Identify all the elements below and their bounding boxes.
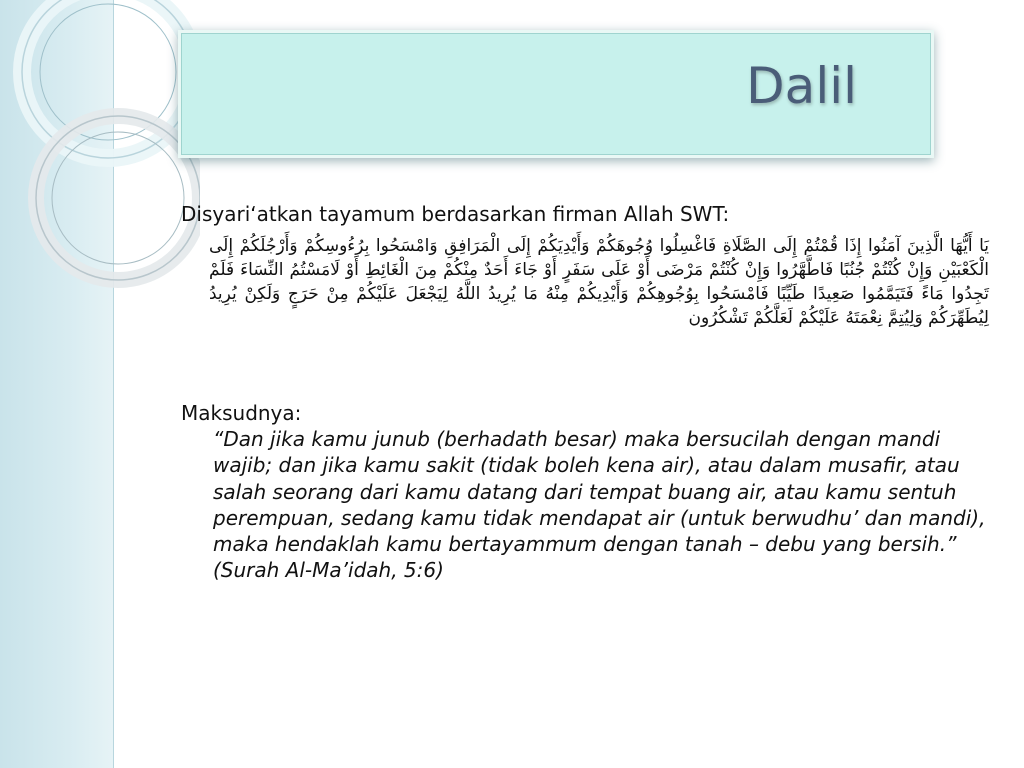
title-box	[178, 30, 934, 158]
verse-reference: (Surah Al-Ma’idah, 5:6)	[213, 558, 444, 583]
maksud-label: Maksudnya:	[181, 401, 302, 425]
arabic-verse: يَا أَيُّهَا الَّذِينَ آمَنُوا إِذَا قُمْتُمْ إِلَى الصَّلَاةِ فَاغْسِلُوا وُجُوهَكُمْ وَأَيْدِيَكُمْ إِلَى الْمَرَافِقِ وَامْسَحُوا بِرُءُوسِكُمْ وَأَرْجُلَكُمْ إِلَى الْكَعْبَيْنِ وَإِنْ كُنْتُمْ جُنُبًا فَاطَّهَّرُوا وَإِنْ كُنْتُمْ مَرْضَى أَوْ عَلَى سَفَرٍ أَوْ جَاءَ أَحَدٌ مِنْكُمْ مِنَ الْغَائِطِ أَوْ لَامَسْتُمُ النِّسَاءَ فَلَمْ تَجِدُوا مَاءً فَتَيَمَّمُوا صَعِيدًا طَيِّبًا فَامْسَحُوا بِوُجُوهِكُمْ وَأَيْدِيكُمْ مِنْهُ مَا يُرِيدُ اللَّهُ لِيَجْعَلَ عَلَيْكُمْ مِنْ حَرَجٍ وَلَكِنْ يُرِيدُ لِيُطَهِّرَكُمْ وَلِيُتِمَّ نِعْمَتَهُ عَلَيْكُمْ لَعَلَّكُمْ تَشْكُرُون	[209, 236, 989, 328]
slide-title: Dalil	[746, 57, 857, 115]
slide-content	[181, 200, 993, 583]
decorative-circles	[0, 0, 200, 330]
translation-text: “Dan jika kamu junub (berhadath besar) maka bersucilah dengan mandi wajib; dan jika kamu sakit (tidak boleh kena air), atau dalam musafir, atau salah seorang dari kamu datang dari tempat buang air, atau kamu sentuh perempuan, sedang kamu tidak mendapat air (untuk berwudhu’ dan mandi), maka hendaklah kamu bertayammum dengan tanah – debu yang bersih.”	[213, 427, 986, 557]
intro-text: Disyari‘atkan tayamum berdasarkan firman Allah SWT:	[181, 202, 730, 226]
